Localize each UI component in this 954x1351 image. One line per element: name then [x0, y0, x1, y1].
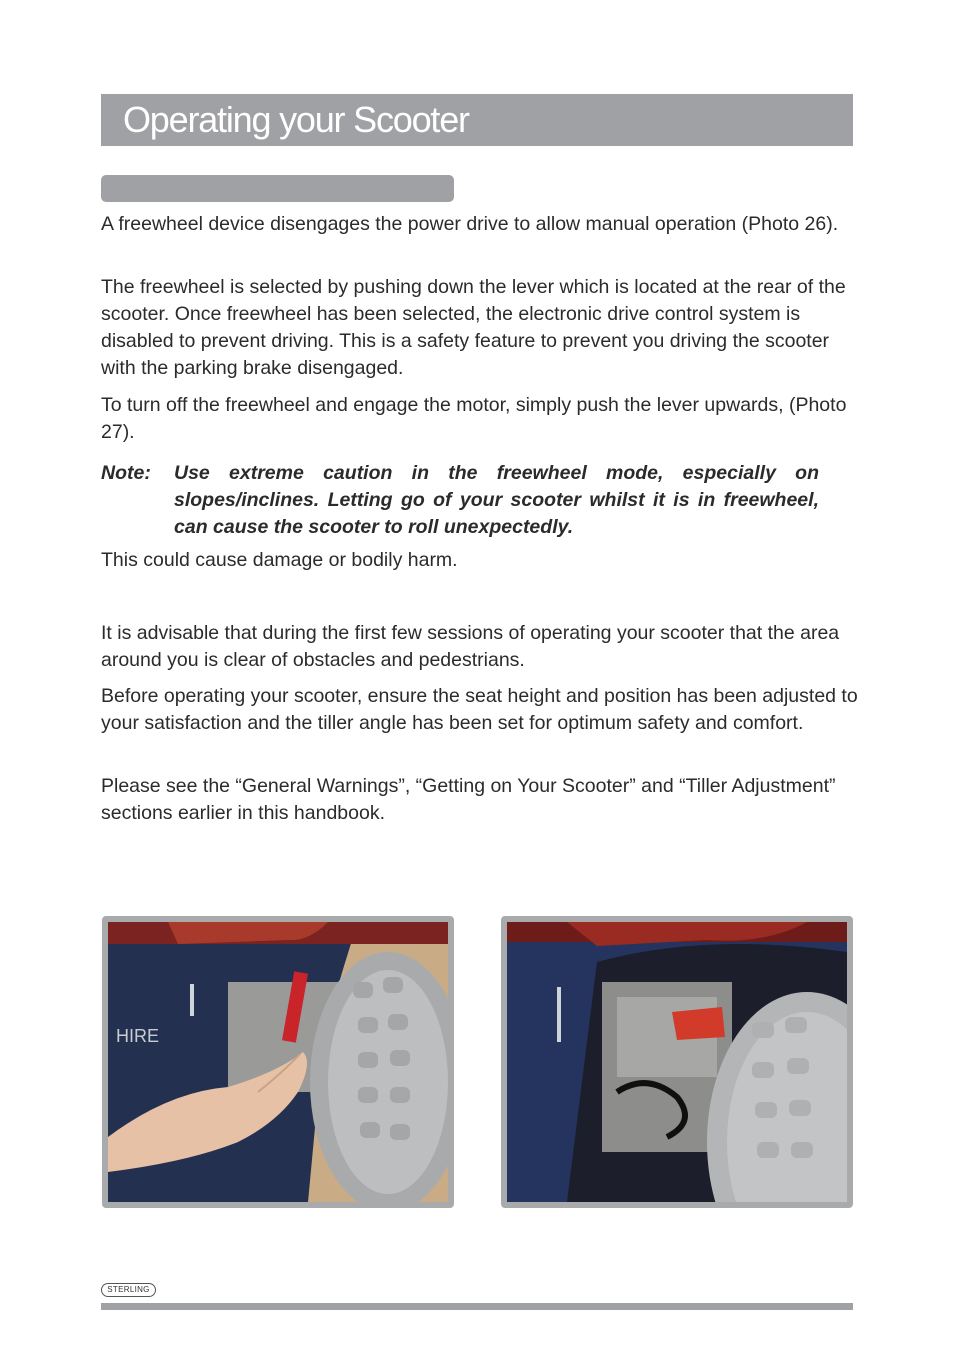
section-heading-bar [101, 175, 454, 202]
paragraph-before-operating: Before operating your scooter, ensure the seat height and position has been adjusted to your satisfaction and the tiller angle has been set for optimum safety and comfort. [101, 685, 858, 734]
paragraph-freewheel-selection: The freewheel is selected by pushing down the lever which is located at the rear of the scooter. Once freewheel has been selected, the electronic drive control system is disabled to prevent driving. This is a safety feature to prevent you driving the scooter with the parking brake disengaged. [101, 276, 846, 379]
brand-logo: STERLING [101, 1283, 156, 1297]
paragraph-harm-warning: This could cause damage or bodily harm. [101, 549, 458, 571]
paragraph-freewheel-off: To turn off the freewheel and engage the motor, simply push the lever upwards, (Photo 27). [101, 394, 847, 443]
note-text: Use extreme caution in the freewheel mode, especially on slopes/inclines. Letting go of your scooter whilst it is in freewheel, can cause the scooter to roll unexpectedly. [174, 462, 819, 538]
footer-rule [101, 1303, 853, 1310]
photo-freewheel-lever-down [102, 916, 454, 1208]
title-bar [101, 94, 853, 146]
paragraph-freewheel-intro: A freewheel device disengages the power drive to allow manual operation (Photo 26). [101, 213, 839, 235]
page-title: Operating your Scooter [123, 99, 469, 140]
photo-freewheel-lever-up [501, 916, 853, 1208]
paragraph-first-sessions: It is advisable that during the first few sessions of operating your scooter that the area around you is clear of obstacles and pedestrians. [101, 622, 840, 671]
photo-badge-text: HIRE [116, 1026, 160, 1046]
paragraph-see-sections: Please see the “General Warnings”, “Getting on Your Scooter” and “Tiller Adjustment” sections earlier in this handbook. [101, 775, 836, 824]
note-label: Note: [101, 462, 151, 484]
